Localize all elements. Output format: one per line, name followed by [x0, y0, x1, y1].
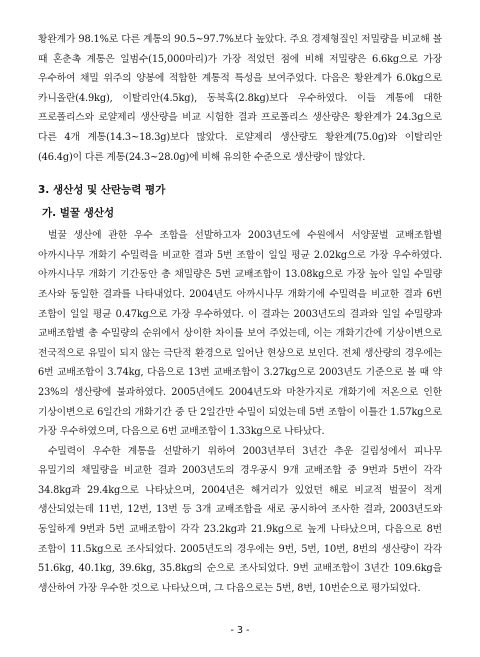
- paragraph-honey-productivity: 벌꿀 생산에 관한 우수 조합을 선발하고자 2003년도에 수원에서 서양꿀벌 교배조합별 아까시나무 개화기 수밀력을 비교한 결과 5번 조합이 일일 평균 2.02kg으로 가장 우수하였다. 아까시나무 개화기 기간동안 총 채밀량은 5번 교배조합이 13.08kg으로 가장 높아 일일 수밀량 조사와 동일한 결과를 나타내었다. 2004년도 아까시나무 개화기에 수밀력을 비교한 결과 6번 조합이 일일 평균 0.47kg으로 가장 우수하였다. 이 결과는 2003년도의 결과와 일일 수밀량과 교배조합별 총 수밀량의 순위에서 상이한 차이를 보여 주었는데, 이는 개화기간에 기상이변으로 전국적으로 유밀이 되지 않는 극단적 환경으로 일어난 현상으로 보인다. 전체 생산량의 경우에는 6번 교배조합이 3.74kg, 다음으로 13번 교배조합이 3.27kg으로 2003년도 기준으로 볼 때 약 23%의 생산량에 불과하였다. 2005년에도 2004년도와 마찬가지로 개화기에 저온으로 인한 기상이변으로 6일간의 개화기간 중 단 2일간만 수밀이 되었는데 5번 조합이 이틀간 1.57kg으로 가장 우수하였으며, 다음으로 6번 교배조합이 1.33kg으로 나타났다.: [38, 230, 442, 438]
- page-body: [38, 30, 442, 598]
- page-number: - 3 -: [230, 625, 250, 636]
- section-heading: 3. 생산성 및 산란능력 평가: [38, 184, 166, 197]
- paragraph-strain-comparison: 황완계가 98.1%로 다른 계통의 90.5~97.7%보다 높았다. 주요 경제형질인 저밀량을 비교해 볼 때 혼춘촉 계통은 일범수(15,000마리)가 가장 적었던 점에 비해 저밀량은 6.6kg으로 가장 우수하여 채밀 위주의 양봉에 적합한 계통적 특성을 보여주었다. 다음은 황완계가 6.0kg으로 카니올란(4.9kg), 이탈리안(4.5kg), 동북흑(2.8kg)보다 우수하였다. 이들 계통에 대한 프로폴리스와 로얄제리 생산량을 비교 시험한 결과 프로폴리스 생산량은 황완계가 24.3g으로 다른 4개 계통(14.3~18.3g)보다 많았다. 로얄제리 생산량도 황완계(75.0g)와 이탈리안(46.4g)이 다른 계통(24.3~28.0g)에 비해 유의한 수준으로 생산량이 많았다.: [38, 34, 442, 163]
- paragraph-nectar-selection: 수밀력이 우수한 계통을 선발하기 위하여 2003년부터 3년간 추운 길림성에서 피나무 유밀기의 채밀량을 비교한 결과 2003년도의 경우공시 9개 교배조합 중 9번과 5번이 각각 34.8kg과 29.4kg으로 나타났으며, 2004년은 해거리가 있었던 해로 비교적 벌꿀이 적게 생산되었는데 11번, 12번, 13번 등 3개 교배조합을 새로 공시하여 조사한 결과, 2003년도와 동일하게 9번과 5번 교배조합이 각각 23.2kg과 21.9kg으로 높게 나타났으며, 다음으로 8번 조합이 11.5kg으로 조사되었다. 2005년도의 경우에는 9번, 5번, 10번, 8번의 생산량이 각각 51.6kg, 40.1kg, 39.6kg, 35.8kg의 순으로 조사되었다. 9번 교배조합이 3년간 109.6kg을 생산하여 가장 우수한 것으로 나타났으며, 그 다음으로는 5번, 8번, 10번순으로 평가되었다.: [38, 445, 442, 594]
- subsection-heading: 가. 벌꿀 생산성: [42, 207, 115, 220]
